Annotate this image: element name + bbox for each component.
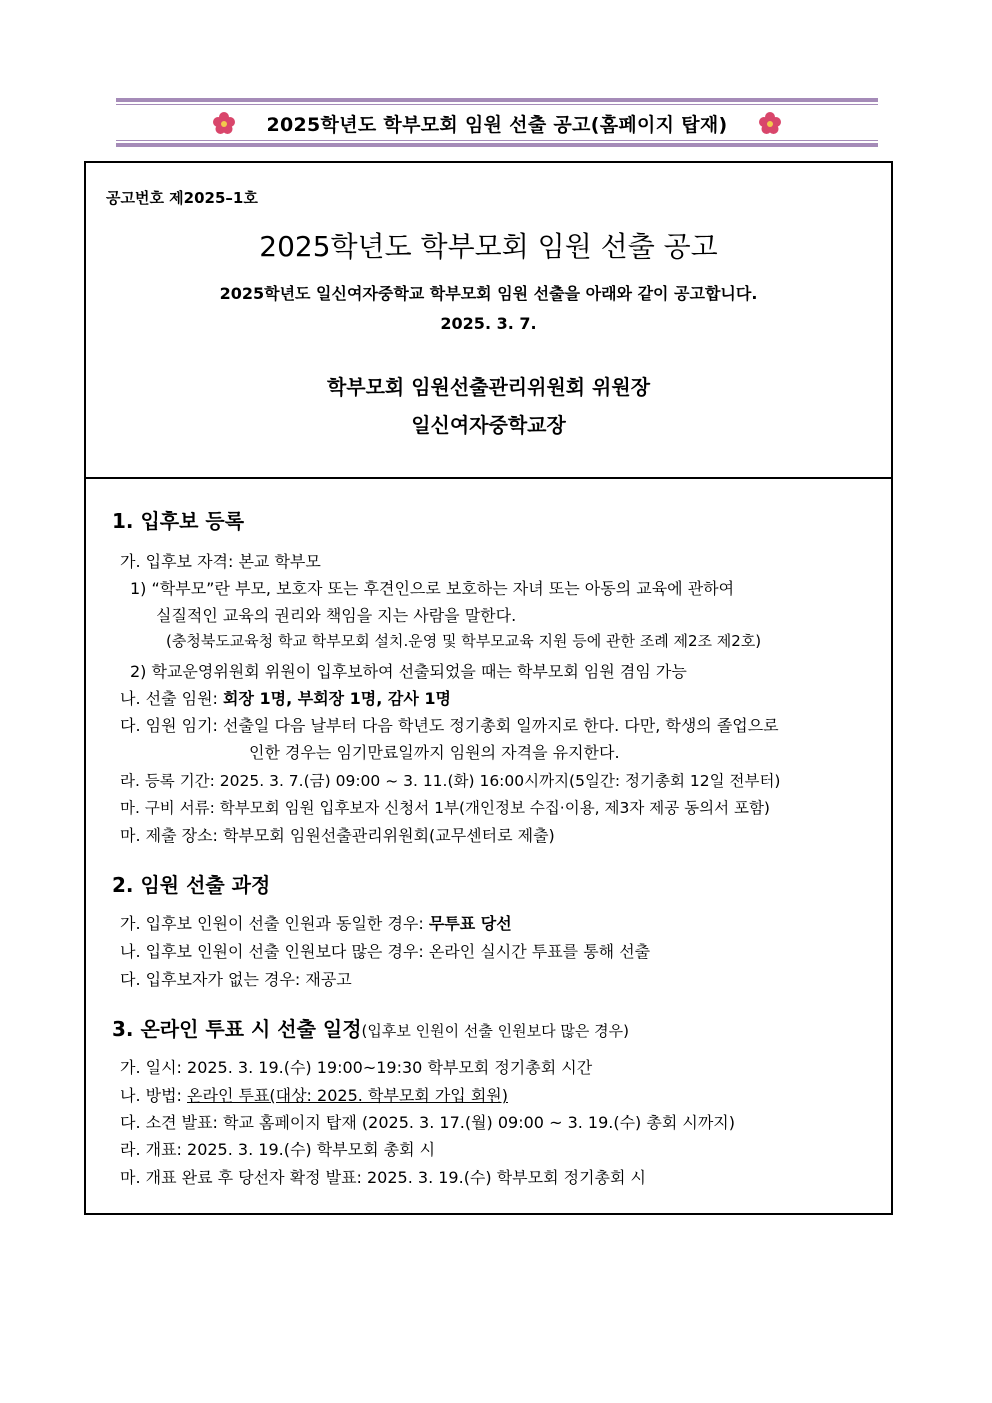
list-item-continued: 인한 경우는 임기만료일까지 임원의 자격을 유지한다. [249, 743, 620, 762]
notice-title: 2025학년도 학부모회 임원 선출 공고 [259, 230, 718, 263]
notice-number: 공고번호 제2025–1호 [106, 189, 258, 207]
title-banner [116, 98, 878, 148]
section-heading: 2. 임원 선출 과정 [112, 873, 271, 897]
item-label: 나. 방법: [120, 1086, 188, 1105]
item-label: 가. 입후보 인원이 선출 인원과 동일한 경우: [120, 914, 429, 933]
list-item: 라. 개표: 2025. 3. 19.(수) 학부모회 총회 시 [120, 1140, 436, 1159]
notice-date: 2025. 3. 7. [440, 314, 537, 333]
voting-method: 온라인 투표(대상: 2025. 학부모회 가입 회원) [187, 1086, 508, 1105]
banner-title: 2025학년도 학부모회 임원 선출 공고(홈페이지 탑재) [266, 113, 728, 136]
section-heading [112, 1013, 629, 1042]
list-item: 가. 입후보 자격: 본교 학부모 [120, 552, 321, 571]
flower-icon [212, 111, 236, 135]
notice-header-box [84, 161, 893, 479]
signer-committee: 학부모회 임원선출관리위원회 위원장 [326, 375, 651, 399]
signer-principal: 일신여자중학교장 [411, 413, 566, 437]
item-label: 나. 선출 임원: [120, 689, 224, 708]
list-item [120, 686, 451, 709]
list-item [120, 911, 512, 934]
list-item: 라. 등록 기간: 2025. 3. 7.(금) 09:00 ~ 3. 11.(화) 16:00시까지(5일간: 정기총회 12일 전부터) [120, 772, 781, 790]
banner-title-row [116, 108, 878, 138]
banner-rule-top-thin [116, 104, 878, 105]
list-item: 다. 소견 발표: 학교 홈페이지 탑재 (2025. 3. 17.(월) 09:00 ~ 3. 19.(수) 총회 시까지) [120, 1113, 735, 1132]
list-item: 가. 일시: 2025. 3. 19.(수) 19:00~19:30 학부모회 정기총회 시간 [120, 1058, 593, 1077]
banner-rule-bottom-thin [116, 140, 878, 141]
banner-rule-top [116, 98, 878, 102]
list-item [120, 1083, 508, 1106]
list-item-continued: 실질적인 교육의 권리와 책임을 지는 사람을 말한다. [156, 606, 517, 625]
uncontested-result: 무투표 당선 [428, 914, 512, 933]
flower-icon [758, 111, 782, 135]
section-heading: 1. 입후보 등록 [112, 509, 245, 533]
section-note: (입후보 인원이 선출 인원보다 많은 경우) [361, 1022, 629, 1040]
list-item: 마. 개표 완료 후 당선자 확정 발표: 2025. 3. 19.(수) 학부모회 정기총회 시 [120, 1168, 646, 1187]
list-item: 다. 입후보자가 없는 경우: 재공고 [120, 970, 352, 989]
ordinance-reference: (충청북도교육청 학교 학부모회 설치.운영 및 학부모교육 지원 등에 관한 조례 제2조 제2호) [166, 632, 762, 650]
list-item: 다. 임원 임기: 선출일 다음 날부터 다음 학년도 정기총회 일까지로 한다. 다만, 학생의 졸업으로 [120, 716, 779, 735]
officer-positions: 회장 1명, 부회장 1명, 감사 1명 [223, 689, 451, 708]
list-item: 마. 구비 서류: 학부모회 임원 입후보자 신청서 1부(개인정보 수집·이용, 제3자 제공 동의서 포함) [120, 799, 770, 817]
list-item: 마. 제출 장소: 학부모회 임원선출관리위원회(교무센터로 제출) [120, 826, 555, 845]
list-item: 2) 학교운영위원회 위원이 입후보하여 선출되었을 때는 학부모회 임원 겸임 가능 [130, 662, 687, 681]
notice-content-box [84, 477, 893, 1215]
notice-subtitle: 2025학년도 일신여자중학교 학부모회 임원 선출을 아래와 같이 공고합니다. [219, 284, 758, 303]
list-item: 나. 입후보 인원이 선출 인원보다 많은 경우: 온라인 실시간 투표를 통해 선출 [120, 942, 651, 961]
list-item: 1) “학부모”란 부모, 보호자 또는 후견인으로 보호하는 자녀 또는 아동의 교육에 관하여 [130, 579, 735, 598]
banner-rule-bottom [116, 143, 878, 147]
section-title: 3. 온라인 투표 시 선출 일정 [112, 1017, 362, 1041]
